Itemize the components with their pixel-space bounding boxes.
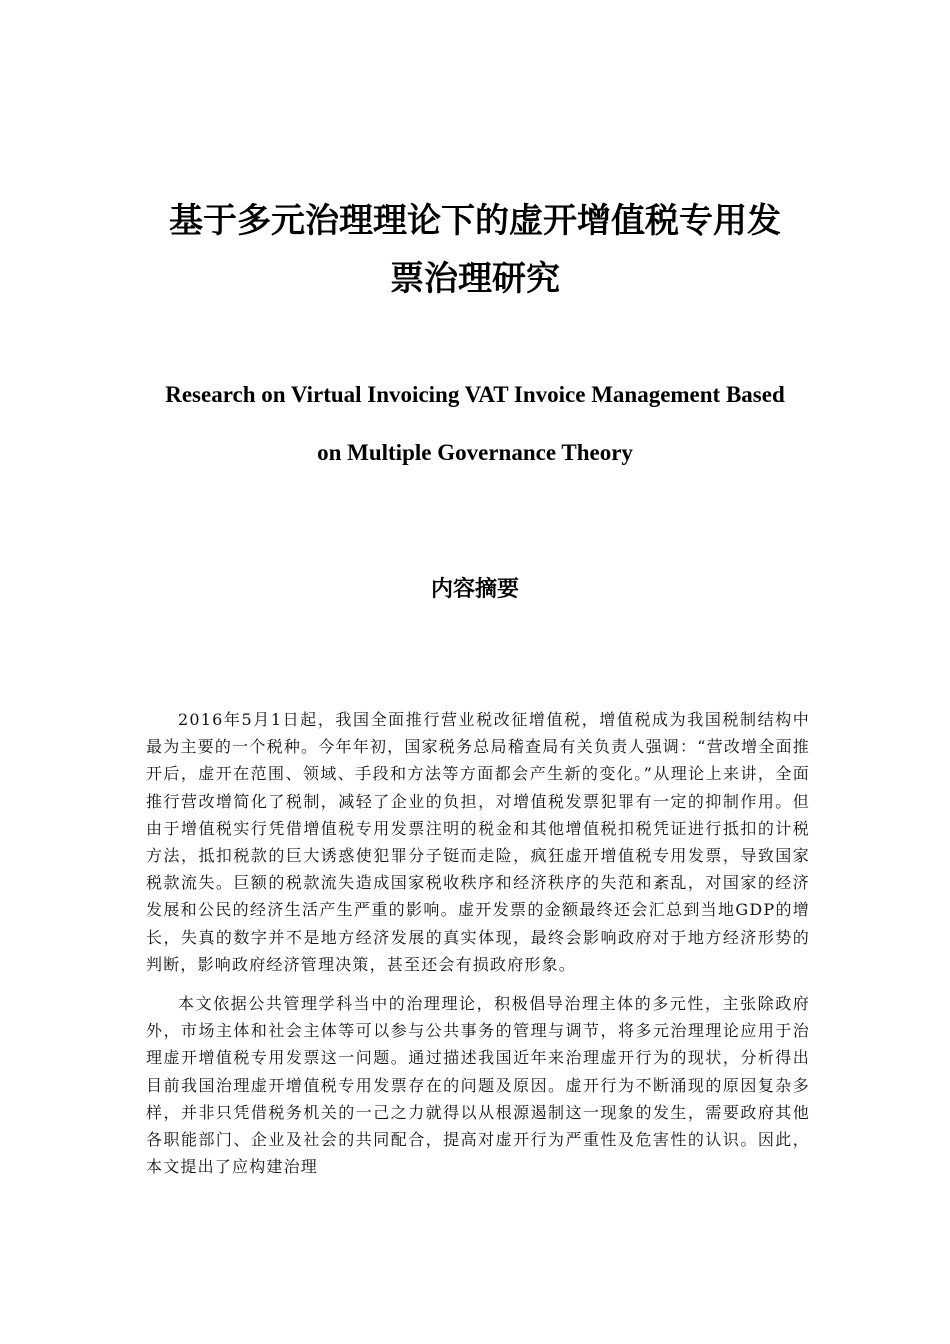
abstract-paragraph-1: 2016年5月1日起，我国全面推行营业税改征增值税，增值税成为我国税制结构中最为主要的一个税种。今年年初，国家税务总局稽查局有关负责人强调：“营改增全面推开后，虚开在范围、领域、手段和方法等方面都会产生新的变化。”从理论上来讲，全面推行营改增简化了税制，减轻了企业的负担，对增值税发票犯罪有一定的抑制作用。但由于增值税实行凭借增值税专用发票注明的税金和其他增值税扣税凭证进行抵扣的计税方法，抵扣税款的巨大诱惑使犯罪分子铤而走险，疯狂虚开增值税专用发票，导致国家税款流失。巨额的税款流失造成国家税收秩序和经济秩序的失范和紊乱，对国家的经济发展和公民的经济生活产生严重的影响。虚开发票的金额最终还会汇总到当地GDP的增长，失真的数字并不是地方经济发展的真实体现，最终会影响政府对于地方经济形势的判断，影响政府经济管理决策，甚至还会有损政府形象。 xyxy=(146,710,810,974)
english-title-line-2: on Multiple Governance Theory xyxy=(317,440,633,465)
abstract-heading: 内容摘要 xyxy=(430,577,519,602)
english-title xyxy=(80,366,870,482)
chinese-title-line-1: 基于多元治理理论下的虚开增值税专用发 xyxy=(169,201,781,241)
english-title-line-1: Research on Virtual Invoicing VAT Invoice Management Based xyxy=(165,382,785,407)
chinese-title-line-2: 票治理研究 xyxy=(390,259,560,299)
abstract-paragraph-2: 本文依据公共管理学科当中的治理理论，积极倡导治理主体的多元性，主张除政府外，市场主体和社会主体等可以参与公共事务的管理与调节，将多元治理理论应用于治理虚开增值税专用发票这一问题。通过描述我国近年来治理虚开行为的现状，分析得出目前我国治理虚开增值税专用发票存在的问题及原因。虚开行为不断涌现的原因复杂多样，并非只凭借税务机关的一己之力就得以从根源遏制这一现象的发生，需要政府其他各职能部门、企业及社会的共同配合，提高对虚开行为严重性及危害性的认识。因此，本文提出了应构建治理 xyxy=(146,994,810,1177)
chinese-title xyxy=(80,192,870,308)
abstract-body xyxy=(146,706,810,1180)
